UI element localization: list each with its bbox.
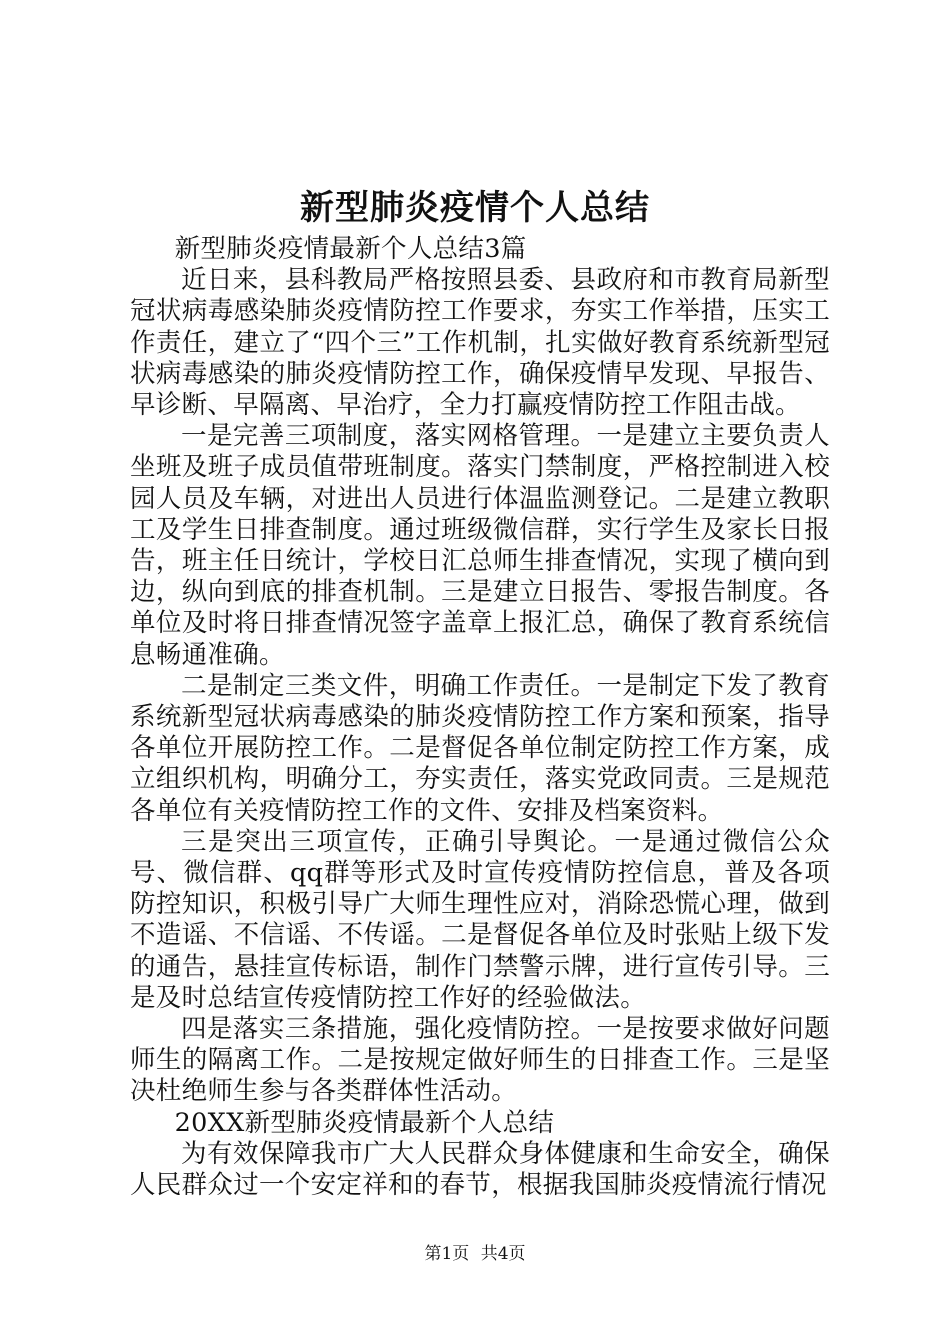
paragraph-point-four: 四是落实三条措施，强化疫情防控。一是按要求做好问题师生的隔离工作。二是按规定做好师生的日排查工作。三是坚决杜绝师生参与各类群体性活动。	[130, 1014, 830, 1107]
page-number: 第1页	[424, 1244, 470, 1264]
paragraph-point-three: 三是突出三项宣传，正确引导舆论。一是通过微信公众号、微信群、qq群等形式及时宣传疫情防控信息，普及各项防控知识，积极引导广大师生理性应对，消除恐慌心理，做到不造谣、不信谣、不传谣。二是督促各单位及时张贴上级下发的通告，悬挂宣传标语，制作门禁警示牌，进行宣传引导。三是及时总结宣传疫情防控工作好的经验做法。	[130, 826, 830, 1013]
paragraph-point-one: 一是完善三项制度，落实网格管理。一是建立主要负责人坐班及班子成员值带班制度。落实门禁制度，严格控制进入校园人员及车辆，对进出人员进行体温监测登记。二是建立教职工及学生日排查制度。通过班级微信群，实行学生及家长日报告，班主任日统计，学校日汇总师生排查情况，实现了横向到边，纵向到底的排查机制。三是建立日报告、零报告制度。各单位及时将日排查情况签字盖章上报汇总，确保了教育系统信息畅通准确。	[130, 421, 830, 670]
page-total: 共4页	[480, 1244, 526, 1264]
document-title: 新型肺炎疫情个人总结	[300, 188, 650, 228]
paragraph-intro: 近日来，县科教局严格按照县委、县政府和市教育局新型冠状病毒感染肺炎疫情防控工作要求，夯实工作举措，压实工作责任，建立了“四个三”工作机制，扎实做好教育系统新型冠状病毒感染的肺炎疫情防控工作，确保疫情早发现、早报告、早诊断、早隔离、早治疗，全力打赢疫情防控工作阻击战。	[130, 265, 830, 421]
subtitle-line: 新型肺炎疫情最新个人总结3篇	[174, 234, 527, 264]
document-body	[130, 234, 830, 1201]
paragraph-section-intro: 为有效保障我市广大人民群众身体健康和生命安全，确保人民群众过一个安定祥和的春节，根据我国肺炎疫情流行情况	[130, 1138, 830, 1201]
page-footer	[0, 1243, 950, 1265]
section-heading: 20XX新型肺炎疫情最新个人总结	[174, 1107, 555, 1138]
paragraph-point-two: 二是制定三类文件，明确工作责任。一是制定下发了教育系统新型冠状病毒感染的肺炎疫情防控工作方案和预案，指导各单位开展防控工作。二是督促各单位制定防控工作方案，成立组织机构，明确分工，夯实责任，落实党政同责。三是规范各单位有关疫情防控工作的文件、安排及档案资料。	[130, 670, 830, 826]
